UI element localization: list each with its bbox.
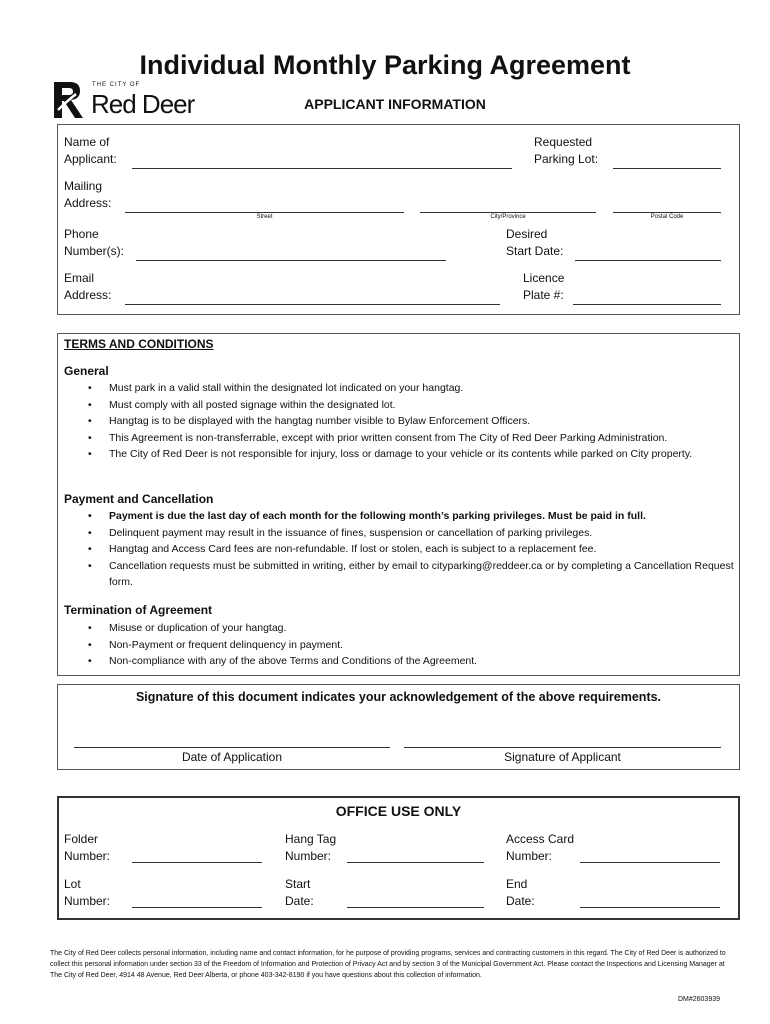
phone-field[interactable] xyxy=(136,260,446,261)
list-item: • Must park in a valid stall within the designated lot indicated on your hangtag. xyxy=(64,380,736,397)
street-caption: Street xyxy=(256,214,273,220)
list-item: • The City of Red Deer is not responsible for injury, loss or damage to your vehicle or its contents while parked on City property. xyxy=(64,446,736,463)
city-logo xyxy=(50,78,205,120)
office-use-section xyxy=(57,796,740,920)
termination-list xyxy=(64,620,736,670)
access-card-number-field[interactable] xyxy=(580,862,720,863)
signature-section xyxy=(57,684,740,770)
privacy-notice: The City of Red Deer collects personal information, including name and contact information, for he purpose of providing programs, services and contracting customers in this regard. The City of Red Deer is authorized to collect this personal information under section 33 of the Freedom of Information and Protection of Privacy Act and by section 3 of the Municipal Government Act. Please contact the Inspections and Licensing Manager at The City of Red Deer, 4914 48 Avenue, Red Deer Alberta, or phone 403-342-8190 if you have questions about this collection of information. xyxy=(50,950,726,979)
parking-lot-field[interactable] xyxy=(613,168,721,169)
list-item: • Delinquent payment may result in the issuance of fines, suspension or cancellation of parking privileges. xyxy=(64,525,736,542)
city-caption: City/Province xyxy=(490,214,526,220)
plate-field[interactable] xyxy=(573,304,721,305)
postal-caption: Postal Code xyxy=(650,214,684,220)
name-field[interactable] xyxy=(132,168,512,169)
start-date-label: Desired Start Date: xyxy=(506,227,564,258)
termination-title: Termination of Agreement xyxy=(64,603,213,617)
payment-title: Payment and Cancellation xyxy=(64,492,214,506)
street-field[interactable] xyxy=(125,212,404,213)
start-date-field[interactable] xyxy=(575,260,721,261)
page-title: Individual Monthly Parking Agreement xyxy=(139,50,631,80)
start-date-office-label: Start Date: xyxy=(285,877,314,908)
list-item: • This Agreement is non-transferrable, except with prior written consent from The City of Red Deer Parking Administration. xyxy=(64,430,736,447)
hang-tag-number-field[interactable] xyxy=(347,862,484,863)
office-title: OFFICE USE ONLY xyxy=(335,803,462,819)
postal-field[interactable] xyxy=(613,212,721,213)
access-card-number-label: Access Card Number: xyxy=(506,832,575,863)
logo-small-text: THE CITY OF xyxy=(92,82,141,88)
email-field[interactable] xyxy=(125,304,500,305)
signature-field[interactable] xyxy=(404,747,721,748)
applicant-heading: APPLICANT INFORMATION xyxy=(304,96,486,112)
signature-heading: Signature of this document indicates your acknowledgement of the above requirements. xyxy=(135,690,662,704)
lot-number-field[interactable] xyxy=(132,907,262,908)
parking-lot-label: Requested Parking Lot: xyxy=(534,135,599,166)
list-item: • Cancellation requests must be submitted in writing, either by email to cityparking@reddeer.ca or by completing a Cancellation Request form. xyxy=(64,558,736,591)
payment-list xyxy=(64,508,736,591)
phone-label: Phone Number(s): xyxy=(64,227,125,258)
list-item: • Must comply with all posted signage within the designated lot. xyxy=(64,397,736,414)
red-deer-logo-icon xyxy=(50,80,88,120)
general-title: General xyxy=(64,364,109,378)
hang-tag-number-label: Hang Tag Number: xyxy=(285,832,337,863)
list-item: • Payment is due the last day of each month for the following month’s parking privileges. Must be paid in full. xyxy=(64,508,736,525)
list-item: • Non-Payment or frequent delinquency in payment. xyxy=(64,637,736,654)
terms-section xyxy=(57,333,740,676)
general-list xyxy=(64,380,736,463)
terms-title: TERMS AND CONDITIONS xyxy=(64,337,214,351)
mailing-label: Mailing Address: xyxy=(64,179,112,210)
plate-label: Licence Plate #: xyxy=(523,271,565,302)
city-field[interactable] xyxy=(420,212,596,213)
date-of-application-field[interactable] xyxy=(74,747,390,748)
email-label: Email Address: xyxy=(64,271,112,302)
end-date-label: End Date: xyxy=(506,877,535,908)
list-item: • Misuse or duplication of your hangtag. xyxy=(64,620,736,637)
start-date-office-field[interactable] xyxy=(347,907,484,908)
folder-number-label: Folder Number: xyxy=(64,832,111,863)
logo-big-text: Red Deer xyxy=(91,89,195,119)
folder-number-field[interactable] xyxy=(132,862,262,863)
end-date-field[interactable] xyxy=(580,907,720,908)
list-item: • Hangtag is to be displayed with the hangtag number visible to Bylaw Enforcement Officers. xyxy=(64,413,736,430)
lot-number-label: Lot Number: xyxy=(64,877,111,908)
list-item: • Non-compliance with any of the above Terms and Conditions of the Agreement. xyxy=(64,653,736,670)
name-label: Name of Applicant: xyxy=(64,135,117,166)
date-of-application-label: Date of Application xyxy=(181,750,283,764)
signature-label: Signature of Applicant xyxy=(504,750,621,764)
document-id: DM#2603939 xyxy=(677,996,720,1003)
applicant-section xyxy=(57,124,740,315)
list-item: • Hangtag and Access Card fees are non-refundable. If lost or stolen, each is subject to a replacement fee. xyxy=(64,541,736,558)
